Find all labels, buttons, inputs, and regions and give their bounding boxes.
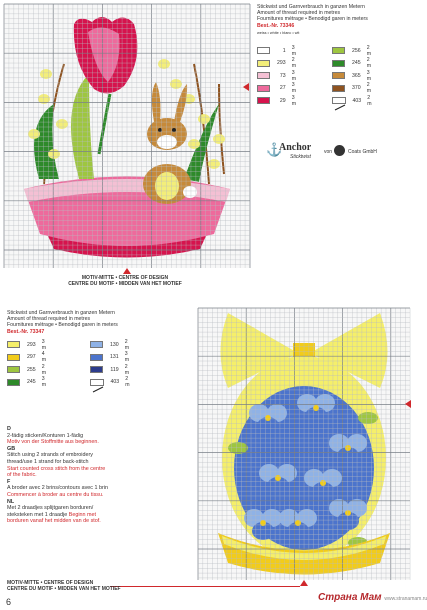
thread-swatch: [257, 85, 270, 92]
legend1-row-245: [332, 59, 374, 68]
legend2-row-130: [90, 340, 132, 349]
watermark: Страна Мам www.stranamam.ru: [318, 592, 427, 603]
catkin: [188, 139, 200, 149]
violet-center: [295, 520, 301, 526]
center-marker-right-1: [243, 83, 249, 91]
thread-swatch: [7, 354, 20, 361]
thread-amount: 3 m: [291, 44, 297, 57]
thread-code: 130: [110, 341, 119, 348]
thread-code: 73: [279, 72, 286, 79]
thread-swatch: [332, 85, 345, 92]
bunny-tail: [183, 186, 197, 198]
thread-code: 403: [110, 379, 120, 385]
thread-code: 297: [27, 354, 36, 360]
bunny-muzzle: [157, 135, 177, 149]
thread-swatch: [90, 379, 104, 386]
anchor-logo-icon: ⚓: [266, 142, 283, 157]
catkin: [208, 159, 220, 169]
legend1-row-27: [257, 84, 299, 93]
thread-code: 29: [279, 97, 286, 104]
coats-logo-icon: [334, 145, 345, 156]
legend2-row-245: [7, 378, 49, 387]
thread-code: 370: [352, 85, 361, 91]
center-label-chart-2: MOTIV-MITTE • CENTRE OF DESIGN CENTRE DU MOTIF • MIDDEN VAN HET MOTIEF: [7, 580, 121, 592]
thread-amount: 2 m: [366, 82, 372, 94]
violet-center: [320, 480, 326, 486]
instructions-block: D 2-fädig sticken/Konturen 1-fädig Motiv von der Stoffmitte aus beginnen. GB Stitch using 2 strands of embroidery thread/use 1 strand for back-stitch Start counted cross stitch from the centre of the fabric. F A broder avec 2 brins/contours avec 1 brin Commencer à broder au centre du tissu. NL Met 2 draadjes splijtgaren borduren/ steksteken met 1 draadje Beginn met borduren vanaf het midden van de stof.: [7, 426, 108, 525]
legend2-row-297: [7, 353, 49, 362]
thread-code: 245: [352, 60, 361, 66]
legend2-row-119: [90, 365, 132, 374]
catkin: [28, 129, 40, 139]
legend1-row-29: [257, 96, 299, 105]
thread-amount: 2 m: [291, 57, 297, 69]
center-label-chart-1: MOTIV-MITTE • CENTRE OF DESIGN CENTRE DU MOTIF • MIDDEN VAN HET MOTIEF: [68, 275, 182, 287]
thread-legend-2: Stickwist und Garnverbrauch in ganzen Metern Amount of thread required in metres Fournitures métrage • Benodigd garen in meters Best.-Nr. 73347: [7, 310, 118, 335]
thread-code: 255: [27, 366, 36, 373]
thread-swatch: [7, 379, 20, 386]
violet-center: [265, 415, 271, 421]
thread-amount: 2 m: [124, 338, 130, 351]
legend1-row-403: [332, 96, 374, 105]
center-marker-bottom-1: [123, 268, 131, 274]
thread-code: 1: [282, 47, 286, 54]
thread-amount: 2 m: [366, 44, 372, 57]
thread-amount: 3 m: [366, 69, 372, 82]
legend2-row-255: [7, 365, 49, 374]
thread-code: 293: [277, 60, 286, 66]
thread-swatch: [257, 72, 270, 79]
thread-swatch: [90, 354, 103, 361]
violet-center: [313, 405, 319, 411]
thread-swatch: [332, 60, 345, 67]
thread-code: 27: [279, 85, 286, 91]
thread-swatch: [90, 366, 103, 373]
legend1-row-73: [257, 71, 299, 80]
legend1-row-293: [257, 59, 299, 68]
thread-amount: 2 m: [41, 363, 47, 376]
catkin: [198, 114, 210, 124]
catkin: [213, 134, 225, 144]
brand-name: Anchor: [279, 142, 312, 153]
catkin: [56, 119, 68, 129]
cross-stitch-chart-egg-violets: [198, 308, 410, 580]
thread-swatch: [332, 47, 345, 54]
thread-swatch: [257, 47, 270, 54]
thread-code: 131: [110, 354, 119, 360]
thread-swatch: [90, 341, 103, 348]
thread-code: 245: [27, 379, 36, 385]
cross-stitch-chart-tulip-bunny: [4, 4, 250, 268]
thread-amount: 4 m: [41, 351, 47, 363]
thread-code: 119: [110, 366, 119, 373]
thread-amount: 3 m: [41, 376, 47, 388]
legend1-row-365: [332, 71, 374, 80]
thread-amount: 3 m: [41, 338, 47, 351]
thread-code: 293: [27, 341, 36, 348]
brand-block: ⚓ Anchor Sticktwist von Coats GmbH: [266, 142, 377, 160]
legend2-row-131: [90, 353, 132, 362]
thread-code: 403: [352, 97, 362, 104]
center-marker-right-2: [405, 400, 411, 408]
violet-center: [260, 520, 266, 526]
thread-amount: 2 m: [366, 57, 372, 69]
thread-amount: 2 m: [124, 363, 130, 376]
legend2-row-293: [7, 340, 49, 349]
bunny-eye: [172, 128, 176, 132]
leaf: [358, 412, 378, 424]
leaf: [228, 442, 248, 454]
thread-swatch: [257, 97, 270, 104]
center-marker-bottom-2: [300, 580, 308, 586]
legend1-row-1: [257, 46, 299, 55]
thread-amount: 3 m: [291, 69, 297, 82]
thread-amount: 2 m: [125, 376, 130, 388]
catkin: [158, 59, 170, 69]
thread-legend-1: Stickwist und Garnverbrauch in ganzen Metern Amount of thread required in metres Fournitures métrage • Benodigd garen in meters Best.-Nr. 73346 weiss • white • blanc • wit: [257, 4, 368, 35]
violet-center: [345, 445, 351, 451]
thread-swatch: [257, 60, 270, 67]
legend1-row-370: [332, 84, 374, 93]
thread-amount: 3 m: [124, 351, 130, 363]
legend2-row-403: [90, 378, 132, 387]
thread-swatch: [7, 366, 20, 373]
thread-amount: 2 m: [367, 94, 372, 107]
thread-amount: 3 m: [291, 94, 297, 107]
thread-code: 256: [352, 47, 361, 54]
thread-swatch: [332, 97, 346, 104]
thread-swatch: [332, 72, 345, 79]
thread-swatch: [7, 341, 20, 348]
catkin: [40, 69, 52, 79]
page-number: 6: [6, 597, 12, 607]
thread-code: 365: [352, 72, 361, 79]
legend1-row-256: [332, 46, 374, 55]
thread-amount: 3 m: [291, 82, 297, 94]
